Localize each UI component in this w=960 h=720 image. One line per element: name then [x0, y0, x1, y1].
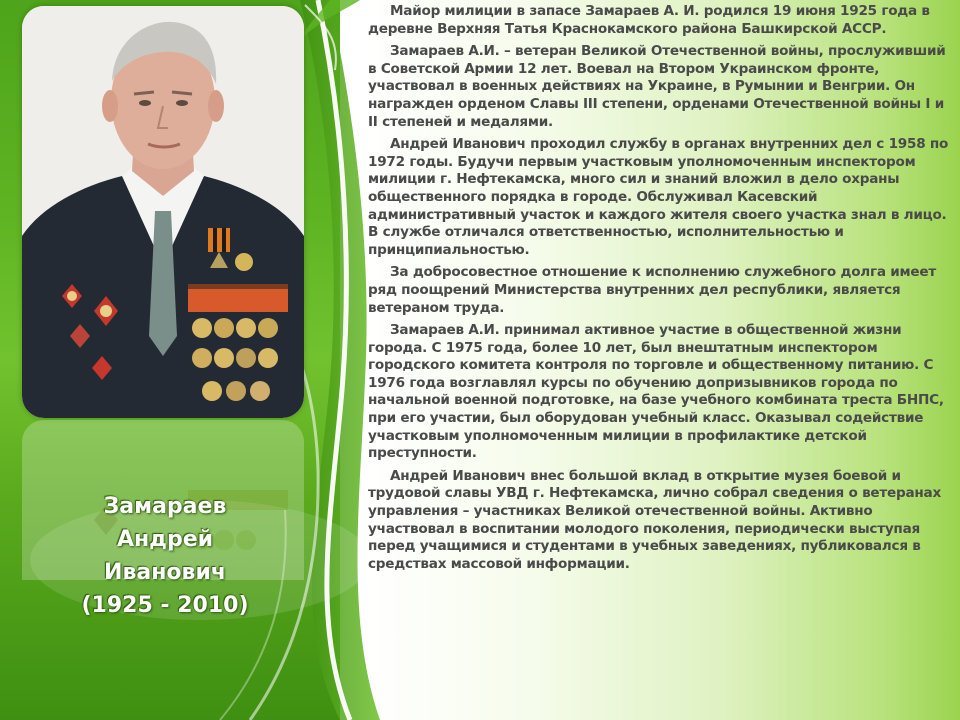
portrait-illustration [22, 6, 304, 418]
bio-paragraph: Замараев А.И. – ветеран Великой Отечественной войны, прослуживший в Советской Армии 12 лет. Воевал на Втором Украинском фронте, участвовал в военных действиях на Украине, в Румынии и Венгрии. Он награжден орденом Славы III степени, орденами Отечественной войны I и II степеней и медалями. [368, 43, 946, 130]
bio-paragraph: Андрей Иванович внес большой вклад в открытие музея боевой и трудовой славы УВД г. Нефтекамска, лично собрал сведения о ветеранах управления – участниках Великой отечественной войны. Активно участвовал в воспитании молодого поколения, периодически выступая перед учащимися и студентами в учебных заведениях, публиковался в средствах массовой информации. [368, 467, 941, 572]
bio-paragraph: Андрей Иванович проходил службу в органах внутренних дел с 1958 по 1972 годы. Будучи первым участковым уполномоченным инспектором милиции г. Нефтекамска, много сил и знаний вложил в дело охраны общественного порядка в городе. Обслуживал Касевский административный участок и каждого жителя своего участка знал в лицо. В службе отличался ответственностью, исполнительностью и принципиальностью. [368, 136, 949, 258]
bio-paragraph: Замараев А.И. принимал активное участие в общественной жизни города. С 1975 года, более 10 лет, был внештатным инспектором городского комитета контроля по торговле и общественному питанию. С 1976 года возглавлял курсы по обучению допризывников города по начальной военной подготовке, на базе учебного комбината треста БНПС, при его участии, был оборудован учебный класс. Оказывал содействие участковым уполномоченным милиции в профилактике детской преступности. [368, 322, 944, 462]
person-name-block [40, 490, 290, 622]
biography-text [368, 3, 954, 578]
bio-paragraph: Майор милиции в запасе Замараев А. И. родился 19 июня 1925 года в деревне Верхняя Татья Краснокамского района Башкирской АССР. [368, 3, 930, 37]
person-surname: Замараев [103, 494, 227, 519]
portrait-photo [22, 6, 304, 418]
person-patronymic: Иванович [104, 560, 226, 585]
person-first-name: Андрей [116, 527, 214, 552]
bio-paragraph: За добросовестное отношение к исполнению служебного долга имеет ряд поощрений Министерства внутренних дел республики, является ветераном труда. [368, 264, 936, 316]
person-years: (1925 - 2010) [81, 593, 249, 618]
